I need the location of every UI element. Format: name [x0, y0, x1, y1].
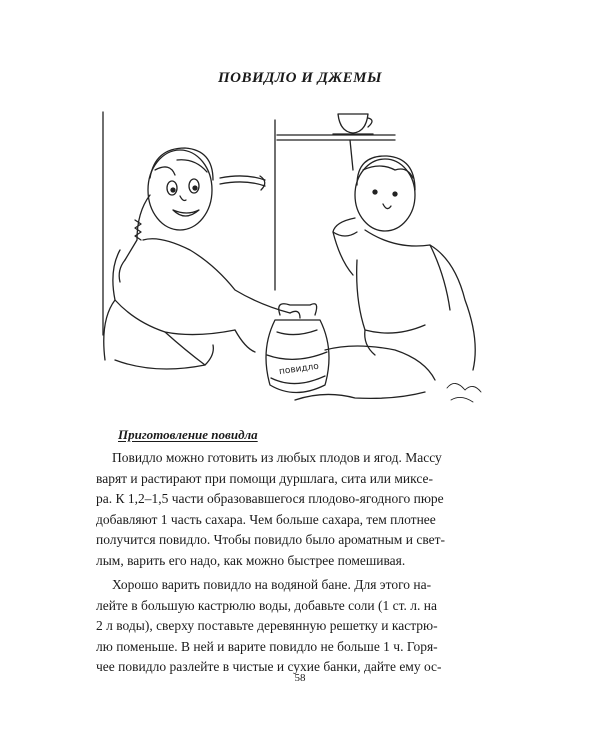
body-text: [96, 448, 506, 678]
text-line: чее повидло разлейте в чистые и сухие банки, дайте ему ос-: [96, 659, 442, 674]
jam-jar-drawing: [266, 304, 329, 393]
text-line: ра. К 1,2–1,5 части образовавшегося плодово-ягодного пюре: [96, 491, 444, 506]
text-line: лю поменьше. В ней и варите повидло не больше 1 ч. Горя-: [96, 638, 438, 654]
section-heading: Приготовление повидла: [118, 427, 258, 442]
text-line: 2 л воды), сверху поставьте деревянную решетку и кастрю-: [96, 618, 438, 633]
text-line: добавляют 1 часть сахара. Чем больше сахара, тем плотнее: [96, 511, 436, 527]
page-number: 58: [294, 672, 306, 684]
boy-drawing: [295, 156, 475, 400]
children-jam-illustration: [95, 100, 495, 420]
text-line: лейте в большую кастрюлю воды, добавьте соли (1 ст. л. на: [96, 597, 437, 613]
teacup-drawing: [333, 114, 373, 134]
girl-drawing: [104, 148, 300, 369]
text-line: варят и растирают при помощи дуршлага, сита или миксе-: [96, 470, 433, 486]
cupboard-drawing: [103, 112, 395, 335]
artist-signature: [447, 383, 481, 402]
chapter-title: ПОВИДЛО И ДЖЕМЫ: [217, 70, 383, 86]
text-line: лым, варить его надо, как можно быстрее помешивая.: [96, 552, 406, 568]
text-line: получится повидло. Чтобы повидло было ароматным и свет-: [96, 532, 445, 547]
text-line: Хорошо варить повидло на водяной бане. Для этого на-: [112, 577, 432, 592]
text-line: Повидло можно готовить из любых плодов и ягод. Массу: [112, 450, 442, 465]
jar-label: повидло: [278, 361, 320, 378]
